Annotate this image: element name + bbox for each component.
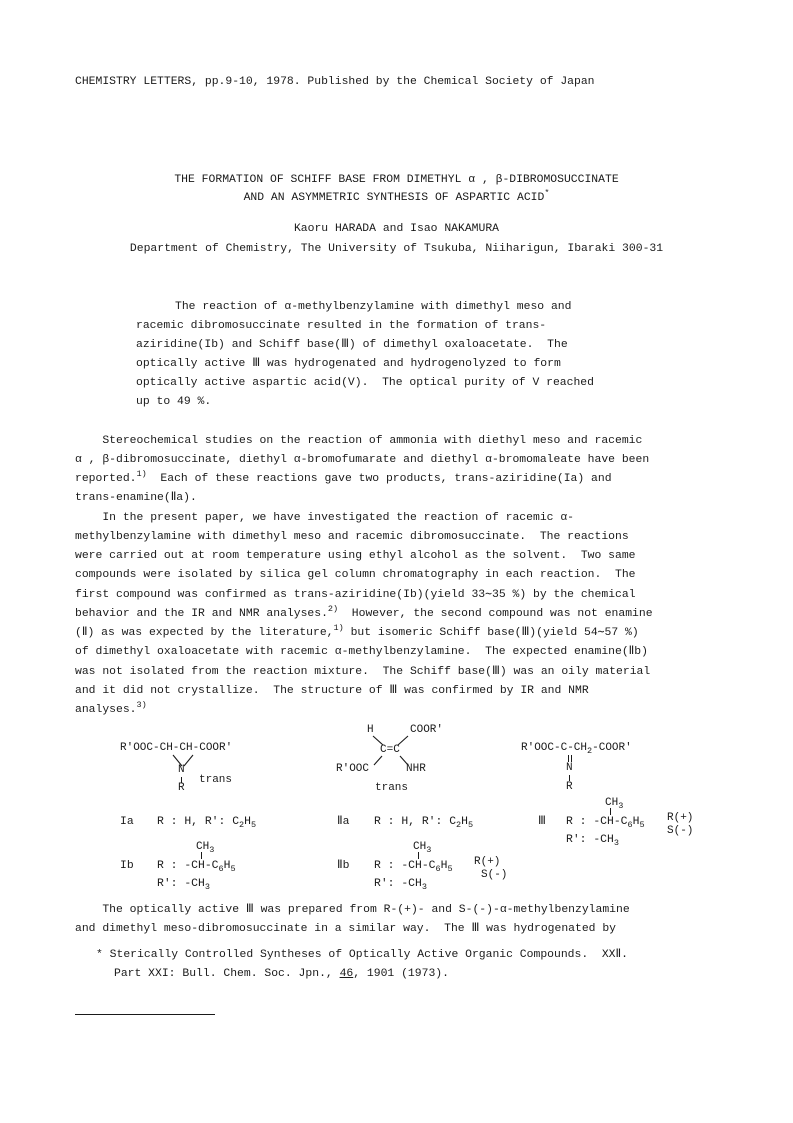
schiff-formula [521,741,632,755]
article-title-line-1: THE FORMATION OF SCHIFF BASE FROM DIMETHYL α , β-DIBROMOSUCCINATE [174,174,619,186]
footnote-star: * [96,949,103,961]
compound-label-IIb: Ⅱb [337,860,350,872]
subscript: 3 [618,801,624,811]
authors: Kaoru HARADA and Isao NAKAMURA [293,223,500,235]
text-span: behavior and the IR and NMR analyses. [75,608,328,620]
subscript: 5 [250,820,257,830]
body-line: In the present paper, we have investigated the reaction of racemic α- [75,512,574,524]
subscript: 5 [467,820,474,830]
text-span: However, the second compound was not enamine [338,608,653,620]
compound-label-Ia: Ia [120,816,134,828]
abstract-line: optically active Ⅲ was hydrogenated and hydrogenolyzed to form [136,358,561,370]
aziridine-trans: trans [199,774,233,786]
body-line [75,623,639,640]
text-span: Sterically Controlled Syntheses of Optically Active Organic Compounds. XXⅡ. [102,949,628,961]
article-title-line-2 [0,188,793,205]
subscript: 5 [447,864,453,874]
compound-label-IIa: Ⅱa [337,816,350,828]
text-span: but isomeric Schiff base(Ⅲ)(yield 54∼57 %) [343,627,639,639]
body-line: The optically active Ⅲ was prepared from R-(+)- and S-(-)-α-methylbenzylamine [75,904,630,916]
abstract-line: aziridine(Ib) and Schiff base(Ⅲ) of dimethyl oxaloacetate. The [136,339,568,351]
body-line: α , β-dibromosuccinate, diethyl α-bromofumarate and diethyl α-bromomaleate have been [75,454,650,466]
citation-ref: 2) [327,604,339,614]
IIb-substituents [374,859,453,873]
schiff-n: N [566,762,573,774]
text-span: CH [605,797,619,809]
text-span: R : H, R': C [374,816,457,828]
body-line: of dimethyl oxaloacetate with racemic α-methylbenzylamine. The expected enamine(Ⅱb) [75,646,648,658]
footnote-rule [75,1014,215,1015]
text-span: CH [413,841,427,853]
IIb-ch3 [413,840,431,854]
III-ch3 [605,796,623,810]
text-span: R'OOC-C-CH [521,742,588,754]
text-span: R : H, R': C [157,816,240,828]
III-ch3-bond [610,808,611,815]
subscript: 3 [204,882,210,892]
subscript: 6 [435,864,441,874]
text-span: R : -CH-C [566,816,628,828]
subscript: 6 [218,864,224,874]
enamine-nhr: NHR [406,763,426,775]
III-s-minus: S(-) [667,825,694,837]
text-span: H [244,816,251,828]
text-span: -COOR' [592,742,632,754]
Ia-substituents [157,815,256,829]
title-text: AND AN ASYMMETRIC SYNTHESIS OF ASPARTIC ACID [243,192,545,204]
text-span: R': -CH [157,878,205,890]
footnote-line [114,967,449,981]
subscript: 2 [239,820,245,830]
abstract-line: up to 49 %. [136,396,212,408]
text-span: R': -CH [566,834,614,846]
running-head: CHEMISTRY LETTERS, pp.9-10, 1978. Published by the Chemical Society of Japan [75,76,595,88]
aziridine-ring-bonds [170,754,200,774]
text-span: analyses. [75,704,137,716]
IIb-ch3-bond [418,852,419,859]
abstract-line: The reaction of α-methylbenzylamine with dimethyl meso and [175,301,572,313]
text-span: H [461,816,468,828]
subscript: 6 [627,820,633,830]
body-line: first compound was confirmed as trans-aziridine(Ib)(yield 33∼35 %) by the chemical [75,589,636,601]
Ib-substituents [157,859,236,873]
title-footnote-mark: * [544,188,550,198]
body-line: compounds were isolated by silica gel column chromatography in each reaction. The [75,569,636,581]
enamine-cc: C=C [380,744,400,756]
text-span: reported. [75,473,137,485]
text-span: (Ⅱ) as was expected by the literature, [75,627,334,639]
subscript: 3 [426,845,432,855]
body-line: was not isolated from the reaction mixture. The Schiff base(Ⅲ) was an oily material [75,666,651,678]
Ib-ch3-bond [201,852,202,859]
aziridine-n: N [178,764,185,776]
enamine-rooc: R'OOC [336,763,370,775]
subscript: 3 [613,838,619,848]
text-span: R': -CH [374,878,422,890]
IIb-r-prime [374,877,427,891]
IIb-r-plus: R(+) [474,856,501,868]
text-span: Each of these reactions gave two products, trans-aziridine(Ia) and [146,473,612,485]
subscript: 2 [456,820,462,830]
text-span: Part XXI: Bull. Chem. Soc. Jpn., [114,968,340,980]
compound-label-Ib: Ib [120,860,134,872]
Ib-ch3 [196,840,214,854]
III-r-plus: R(+) [667,812,694,824]
footnote-line [96,948,628,962]
citation-ref: 1) [136,469,147,479]
subscript: 5 [639,820,645,830]
body-line: and dimethyl meso-dibromosuccinate in a similar way. The Ⅲ was hydrogenated by [75,923,617,935]
text-span: H [223,860,231,872]
body-line: were carried out at room temperature using ethyl alcohol as the solvent. Two same [75,550,636,562]
volume-number: 46 [339,968,354,980]
IIb-s-minus: S(-) [481,869,508,881]
text-span: CH [196,841,210,853]
IIa-substituents [374,815,473,829]
body-line [75,700,147,717]
citation-ref: 1) [333,623,344,633]
Ib-r-prime [157,877,210,891]
schiff-r: R [566,781,573,793]
text-span: R : -CH-C [374,860,436,872]
abstract-line: racemic dibromosuccinate resulted in the formation of trans- [136,320,547,332]
text-span: , 1901 (1973). [353,968,449,980]
body-line: Stereochemical studies on the reaction of ammonia with diethyl meso and racemic [75,435,643,447]
enamine-trans: trans [375,782,409,794]
text-span: H [632,816,640,828]
subscript: 3 [209,845,215,855]
III-r-prime [566,833,619,847]
compound-label-III: Ⅲ [538,816,546,828]
subscript: 3 [421,882,427,892]
aziridine-r: R [178,782,185,794]
body-line: trans-enamine(Ⅱa). [75,492,197,504]
text-span: R : -CH-C [157,860,219,872]
enamine-coor: COOR' [410,724,444,736]
body-line [75,469,612,486]
body-line: and it did not crystallize. The structure of Ⅲ was confirmed by IR and NMR [75,685,589,697]
aziridine-formula: R'OOC-CH-CH-COOR' [120,742,233,754]
abstract-line: optically active aspartic acid(V). The optical purity of V reached [136,377,594,389]
enamine-h: H [367,724,374,736]
subscript: 2 [587,746,593,756]
citation-ref: 3) [136,700,147,710]
affiliation: Department of Chemistry, The University of Tsukuba, Niiharigun, Ibaraki 300-31 [129,243,664,255]
text-span: H [440,860,448,872]
III-substituents [566,815,645,829]
body-line [75,604,653,621]
body-line: methylbenzylamine with dimethyl meso and racemic dibromosuccinate. The reactions [75,531,629,543]
subscript: 5 [230,864,236,874]
